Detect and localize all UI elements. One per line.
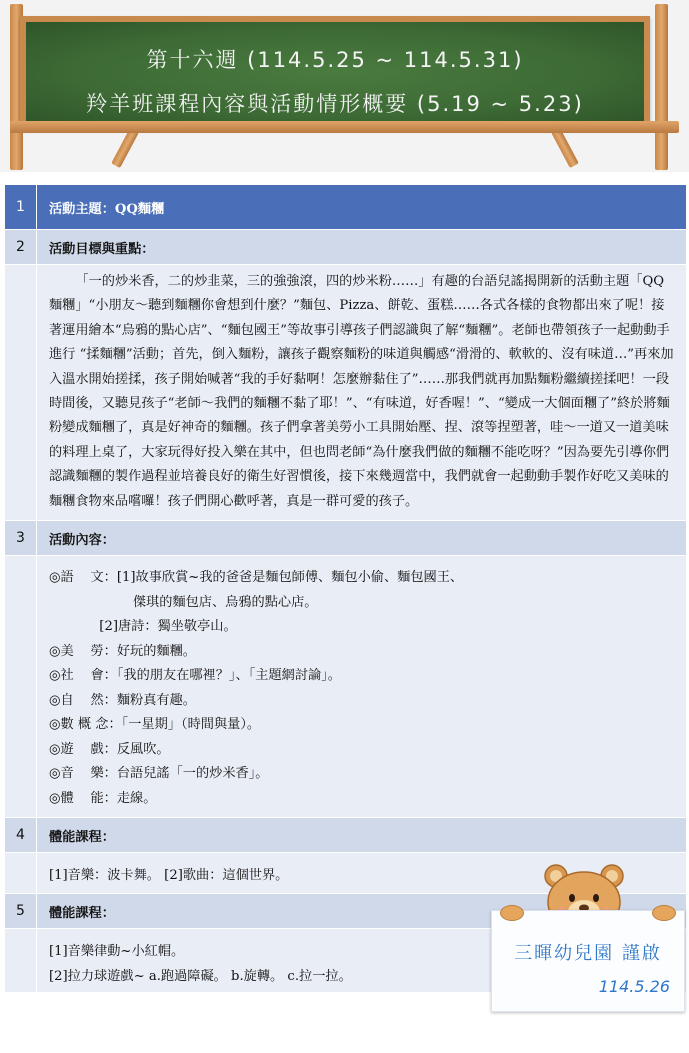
- content-item: ◎自 然：麵粉真有趣。: [49, 692, 196, 708]
- row-number: 4: [5, 818, 37, 852]
- chalk-tray: [10, 121, 679, 133]
- pe2-title: 體能課程：: [49, 905, 115, 921]
- content-item: ◎語 文：[1]故事欣賞~我的爸爸是麵包師傅、麵包小偷、麵包國王、: [49, 570, 464, 586]
- content-item: ◎遊 戲：反風吹。: [49, 741, 170, 757]
- school-signature: 三暉幼兒園 謹啟: [514, 943, 662, 964]
- row-goals-body: [5, 265, 686, 521]
- board-brace-left: [111, 128, 139, 168]
- content-title: 活動內容：: [49, 532, 115, 548]
- content-item: ◎數 概 念：「一星期」（時間與量）。: [49, 717, 261, 733]
- chalkboard-banner: [0, 0, 689, 172]
- row-topic: [5, 185, 686, 230]
- goals-title: 活動目標與重點：: [49, 241, 155, 257]
- row-number: 1: [5, 185, 37, 229]
- content-item: 傑琪的麵包店、烏鴉的點心店。: [49, 594, 318, 610]
- row-pe-header: [5, 818, 686, 853]
- chalkboard: [20, 16, 650, 129]
- content-item: ◎體 能：走線。: [49, 790, 157, 806]
- signature-date: 114.5.26: [598, 977, 670, 996]
- board-brace-right: [551, 128, 579, 168]
- content-list: [37, 556, 686, 817]
- bear-paw-right: [652, 905, 676, 921]
- row-content-header: [5, 521, 686, 556]
- signature-sign: [491, 910, 685, 1012]
- goals-paragraph: 「一的炒米香，二的炒韭菜，三的強強滾，四的炒米粉……」有趣的台語兒謠揭開新的活動主題「QQ麵糰」“小朋友～聽到麵糰你會想到什麼？”麵包、Pizza、餅乾、蛋糕……各式各樣的食物都出來了呢！接著運用繪本“烏鴉的點心店”、“麵包國王”等故事引導孩子們認識與了解“麵糰”。老師也帶領孩子一起動動手進行 “揉麵糰”活動；首先，倒入麵粉，讓孩子觀察麵粉的味道與觸感“滑滑的、軟軟的、沒有味道…”再來加入溫水開始搓揉，孩子開始喊著“我的手好黏啊！怎麼辦黏住了”……那我們就再加點麵粉繼續搓揉吧！一段時間後，又聽見孩子“老師～我們的麵糰不黏了耶！”、“有味道，好香喔！”、“變成一大個面糰了”終於將麵粉變成麵糰了，真是好神奇的麵糰。孩子們拿著美勞小工具開始壓、捏、滾等捏塑著，哇～一道又一道美味的料理上桌了，大家玩得好投入樂在其中，但也問老師“為什麼我們做的麵糰不能吃呀？”因為要先引導你們認識麵糰的製作過程並培養良好的衛生好習慣後，接下來幾週當中，我們就會一起動動手製作好吃又美味的麵糰食物來品嚐囉！孩子們開心歡呼著，真是一群可愛的孩子。: [49, 274, 674, 509]
- content-item: ◎音 樂：台語兒謠「一的炒米香」。: [49, 766, 269, 782]
- content-item: ◎美 勞：好玩的麵糰。: [49, 643, 196, 659]
- banner-week-title: 第十六週 (114.5.25 ~ 114.5.31): [146, 48, 524, 72]
- content-item: [2]唐詩：獨坐敬亭山。: [49, 619, 237, 635]
- banner-class-title: 羚羊班課程內容與活動情形概要 (5.19 ~ 5.23): [86, 92, 584, 116]
- pe-title: 體能課程：: [49, 829, 115, 845]
- row-content-body: [5, 556, 686, 818]
- board-leg-right: [655, 4, 668, 170]
- row-number: 5: [5, 894, 37, 928]
- content-item: ◎社 會：「我的朋友在哪裡？」、「主題網討論」。: [49, 668, 341, 684]
- pe-line: [1]音樂：波卡舞。 [2]歌曲：這個世界。: [49, 867, 289, 883]
- topic-title: 活動主題：QQ麵糰: [49, 201, 165, 217]
- row-number: 3: [5, 521, 37, 555]
- pe2-line: [1]音樂律動~小紅帽。: [49, 944, 185, 960]
- bear-paw-left: [500, 905, 524, 921]
- row-goals-header: [5, 230, 686, 265]
- row-number: 2: [5, 230, 37, 264]
- pe2-line: [2]拉力球遊戲~ a.跑過障礙。 b.旋轉。 c.拉一拉。: [49, 969, 352, 985]
